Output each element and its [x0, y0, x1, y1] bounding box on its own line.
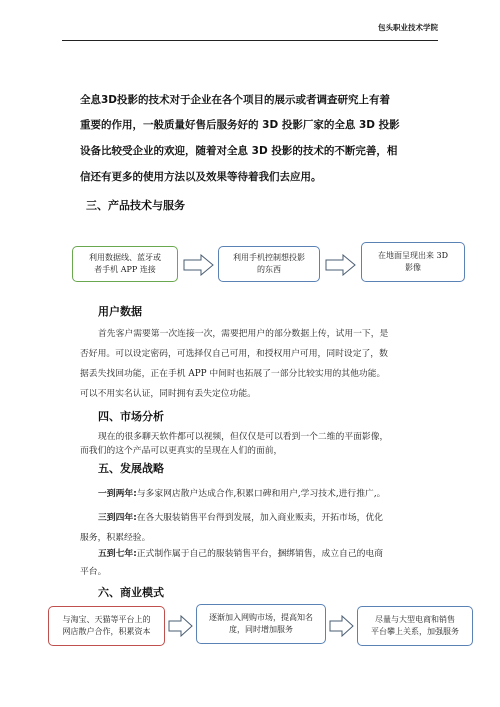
flow-box-connect-line-1: 利用数据线、蓝牙或 [89, 253, 161, 262]
arrow-right-icon [183, 254, 215, 276]
strategy-item-3 [98, 546, 383, 559]
section-3-title: 三、产品技术与服务 [86, 199, 185, 212]
model-box-partnership-line-1: 尽量与大型电商和销售 [375, 615, 455, 624]
arrow-right-icon [168, 615, 194, 637]
intro-line-3: 设备比较受企业的欢迎，随着对全息 3D 投影的技术的不断完善，相 [80, 145, 398, 157]
userdata-line-2: 否好用。可以设定密码，可选择仅自己可用，和授权用户可用，同时设定了，数 [80, 349, 388, 359]
strategy-text-2: 在各大服装销售平台得到发展，加入商业贩卖，开拓市场，优化 [136, 513, 384, 523]
arrow-right-icon [329, 615, 355, 637]
model-box-partnership-line-2: 平台攀上关系，加强服务 [371, 627, 459, 636]
userdata-line-4: 可以不用实名认证，同时拥有丢失定位功能。 [80, 389, 256, 399]
model-box-partner-line-1: 与淘宝、天猫等平台上的 [62, 615, 151, 624]
flow-box-control-line-1: 利用手机控制想投影 [233, 253, 305, 262]
model-box-partner-line-2: 网店散户合作，积累资本 [62, 627, 151, 636]
header-rule [62, 40, 438, 41]
strategy-item-3-cont: 平台。 [80, 567, 107, 577]
userdata-line-3: 据丢失找回功能，正在手机 APP 中间时也拓展了一部分比较实用的其他功能。 [80, 369, 386, 379]
strategy-text-1: 与多家网店散户达成合作,积累口碑和用户,学习技术,进行推广,。 [136, 489, 386, 499]
userdata-title: 用户数据 [98, 305, 142, 318]
flow-box-project-line-2: 影像 [404, 263, 421, 272]
section4-line-2: 而我们的这个产品可以更真实的呈现在人们的面前， [80, 446, 283, 456]
model-box-market [196, 604, 326, 644]
strategy-text-3: 正式制作属于自己的服装销售平台，捆绑销售，成立自己的电商 [136, 549, 384, 559]
flow-box-project [361, 242, 465, 282]
strategy-label-1: 一到两年: [98, 489, 137, 499]
strategy-label-3: 五到七年: [98, 549, 137, 559]
strategy-item-2-cont: 服务，积累经验。 [80, 533, 151, 543]
section-5-title: 五、发展战略 [98, 462, 164, 475]
flow-box-connect-line-2: 者手机 APP 连接 [94, 265, 156, 274]
strategy-label-2: 三到四年: [98, 513, 137, 523]
model-box-partner [48, 606, 165, 646]
model-box-market-line-1: 逐渐加入网购市场，提高知名 [209, 613, 313, 622]
model-box-partnership [357, 606, 473, 646]
flow-box-project-line-1: 在地面呈现出来 3D [377, 251, 449, 260]
intro-line-1: 全息3D投影的技术对于企业在各个项目的展示或者调查研究上有着 [80, 94, 391, 106]
section-4-title: 四、市场分析 [98, 410, 164, 423]
flow-box-connect [72, 246, 178, 282]
strategy-item-1 [98, 486, 385, 499]
section4-line-1: 现在的很多聊天软件都可以视频，但仅仅是可以看到一个二维的平面影像， [98, 432, 389, 442]
flow-box-control [218, 246, 320, 282]
intro-line-4: 信还有更多的使用方法以及效果等待着我们去应用。 [80, 171, 322, 183]
model-box-market-line-2: 度，同时增加服务 [229, 625, 293, 634]
intro-line-2: 重要的作用，一般质量好售后服务好的 3D 投影厂家的全息 3D 投影 [80, 119, 400, 131]
header-school-name: 包头职业技术学院 [378, 23, 438, 32]
section-6-title: 六、商业模式 [98, 586, 164, 599]
userdata-line-1: 首先客户需要第一次连接一次，需要把用户的部分数据上传，试用一下，是 [98, 329, 389, 339]
strategy-item-2 [98, 510, 383, 523]
flow-box-control-line-2: 的东西 [257, 265, 281, 274]
arrow-right-icon [325, 254, 357, 276]
